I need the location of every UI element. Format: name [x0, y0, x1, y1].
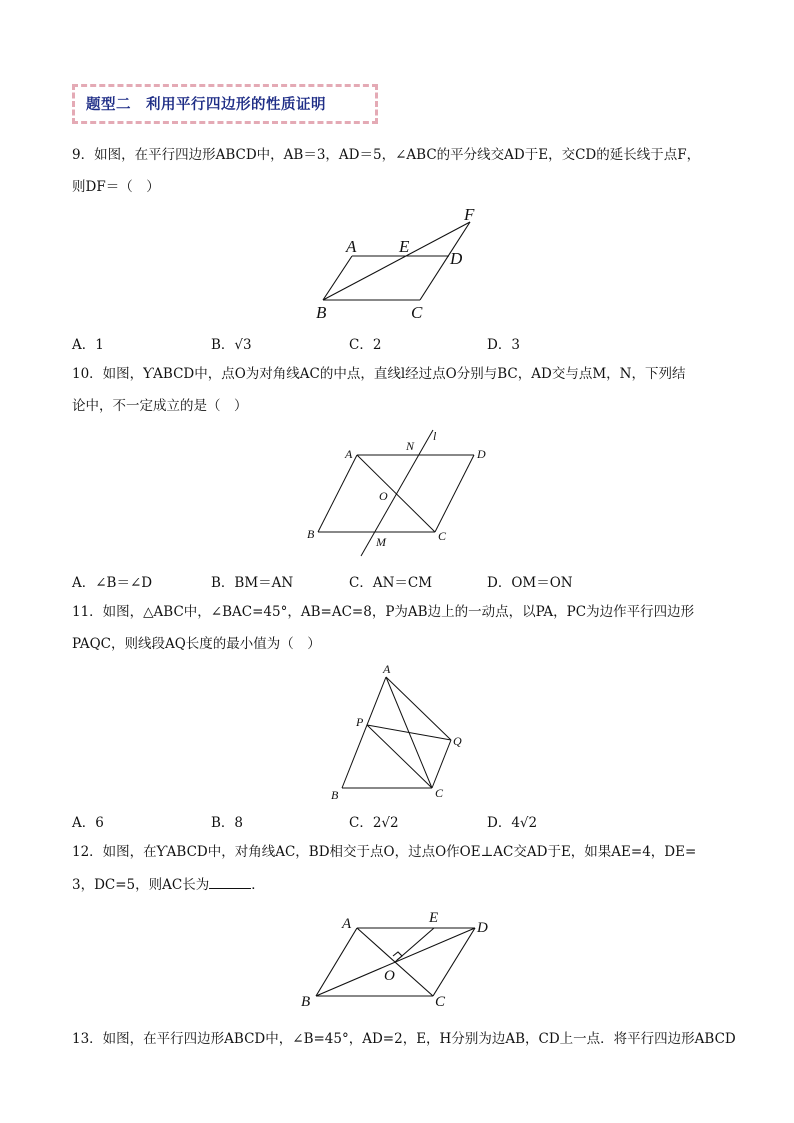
q11-label-p: P — [356, 715, 364, 729]
q10-label-m: M — [376, 535, 386, 549]
q13-text-line1: 13．如图，在平行四边形ABCD中，∠B=45°，AD=2，E，H分别为边AB，CD上一点．将平行四边形ABCD — [72, 1031, 736, 1047]
q11-option-a[interactable]: A．6 — [72, 815, 104, 831]
q10-text-line1: 10．如图，ƳABCD中，点O为对角线AC的中点，直线l经过点O分别与BC，AD交与点M，N，下列结 — [72, 366, 686, 382]
q12-label-a: A — [342, 916, 352, 932]
q12-label-d: D — [477, 920, 488, 936]
q12-segment-cd — [433, 928, 475, 996]
q9-label-a: A — [346, 237, 357, 256]
q9-label-f: F — [464, 205, 475, 224]
q11-text-line2: PAQC，则线段AQ长度的最小值为（ ） — [72, 636, 321, 652]
q12-label-o: O — [384, 968, 395, 984]
q12-segment-ab — [316, 928, 357, 996]
q10-label-c: C — [438, 529, 447, 543]
q9-label-b: B — [316, 303, 327, 322]
q10-option-b[interactable]: B．BM＝AN — [211, 575, 294, 591]
q10-label-n: N — [406, 439, 415, 453]
q12-right-angle-mark — [393, 952, 402, 960]
q11-label-q: Q — [453, 734, 462, 748]
q10-option-c[interactable]: C．AN＝CM — [349, 575, 433, 591]
q9-label-d: D — [450, 249, 463, 268]
q9-option-c[interactable]: C．2 — [349, 337, 382, 353]
q10-label-a: A — [345, 447, 353, 461]
q10-text-line2: 论中，不一定成立的是（ ） — [72, 398, 248, 414]
q10-option-d[interactable]: D．OM＝ON — [487, 575, 573, 591]
q9-option-b[interactable]: B．√3 — [211, 337, 252, 353]
q11-label-a: A — [383, 662, 391, 676]
q11-option-d[interactable]: D．4√2 — [487, 815, 538, 831]
q12-label-c: C — [435, 994, 446, 1010]
q9-text-line2: 则DF＝（ ） — [72, 179, 160, 195]
q10-option-a[interactable]: A．∠B＝∠D — [72, 575, 153, 591]
q11-text-line1: 11．如图，△ABC中，∠BAC=45°，AB=AC=8，P为AB边上的一动点，以PA，PC为边作平行四边形 — [72, 604, 695, 620]
q11-label-c: C — [435, 786, 444, 800]
q12-text-line2-end: ． — [251, 877, 265, 893]
q9-text-line1: 9．如图，在平行四边形ABCD中，AB＝3，AD＝5，∠ABC的平分线交AD于E，交CD的延长线于点F， — [72, 147, 701, 163]
q10-label-d: D — [477, 447, 486, 461]
q10-label-o: O — [379, 489, 388, 503]
q11-option-c[interactable]: C．2√2 — [349, 815, 399, 831]
q11-label-b: B — [331, 788, 339, 802]
q10-label-b: B — [307, 527, 315, 541]
section-title: 题型二 利用平行四边形的性质证明 — [86, 97, 326, 113]
q12-text-line2-start: 3，DC=5，则AC长为 — [72, 877, 210, 893]
q12-label-e: E — [429, 910, 439, 926]
q9-label-c: C — [411, 303, 423, 322]
q12-text-line1: 12．如图，在ƳABCD中，对角线AC，BD相交于点O，过点O作OE⊥AC交AD于E，如果AE=4，DE= — [72, 844, 697, 860]
q10-label-l: l — [433, 429, 437, 443]
q9-option-d[interactable]: D．3 — [487, 337, 520, 353]
q9-option-a[interactable]: A．1 — [72, 337, 104, 353]
q9-label-e: E — [399, 237, 410, 256]
q11-option-b[interactable]: B．8 — [211, 815, 244, 831]
q12-label-b: B — [301, 994, 311, 1010]
